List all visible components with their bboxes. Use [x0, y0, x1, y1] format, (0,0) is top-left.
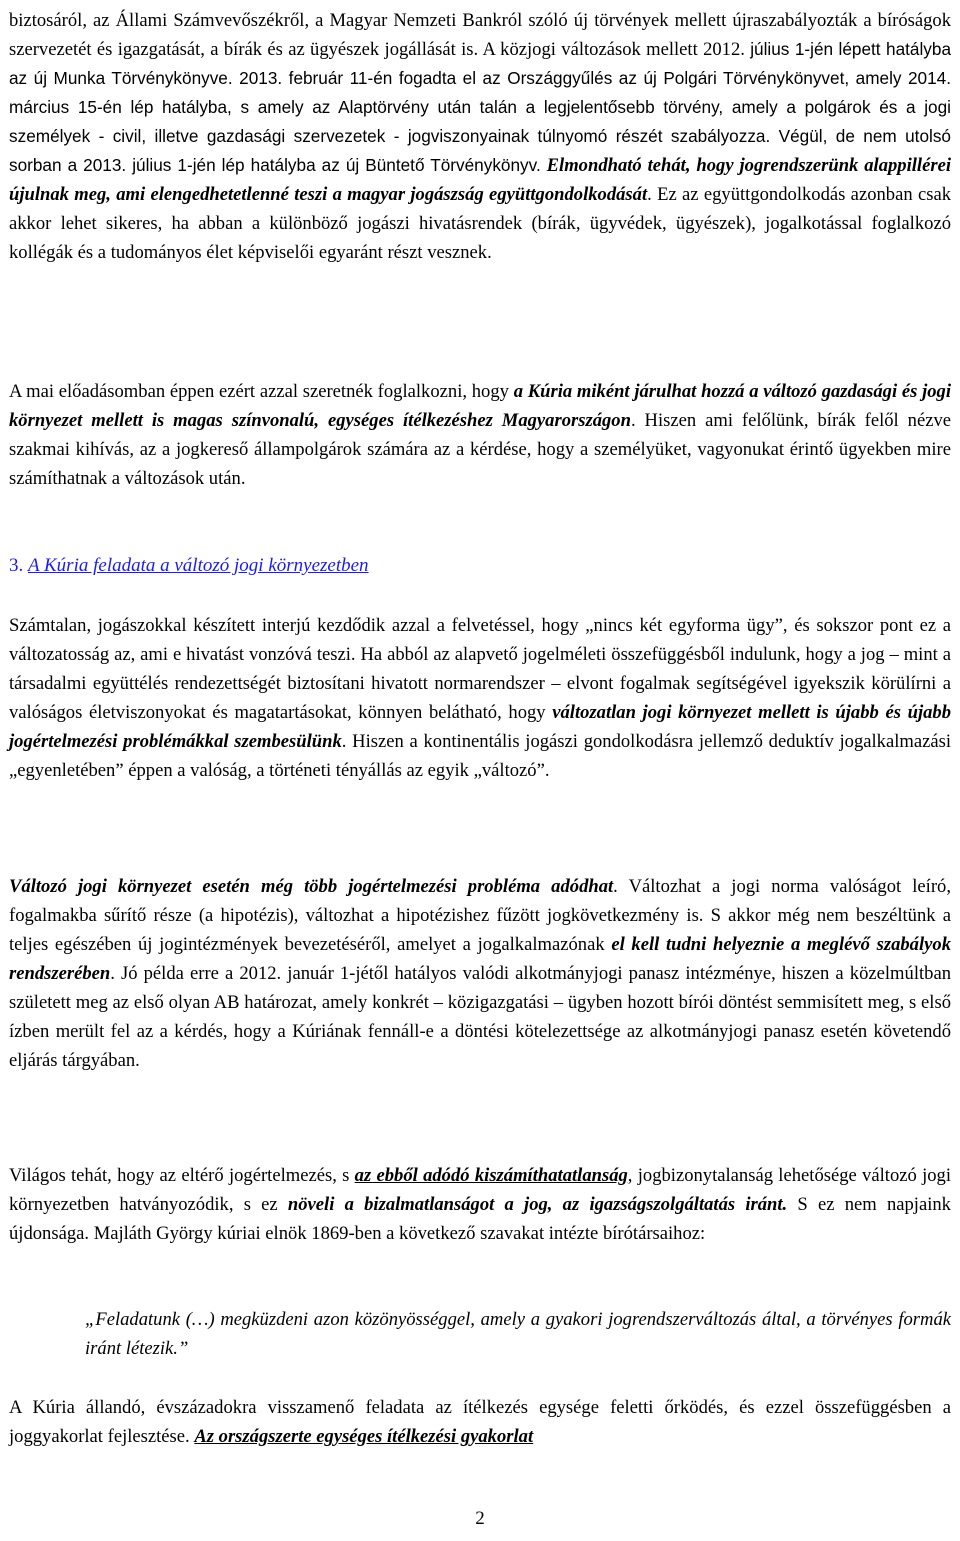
paragraph-text: . Hiszen a kontinentális jogászi gondolkodásra jellemző deduktív jogalkalmazási „egyenletében” éppen a valóság, a történeti tényállás az egyik „változó”.	[9, 731, 951, 781]
paragraph-changing-environment	[9, 872, 951, 1075]
emphasis-text: Az országszerte egységes ítélkezési gyakorlat	[194, 1426, 534, 1447]
paragraph-lecture-aim	[9, 377, 951, 493]
paragraph-text: július 1-jén lépett hatályba az új Munka Törvénykönyve. 2013. február 11-én fogadta el az Országgyűlés az új Polgári Törvénykönyvet, amely 2014. március 15-én lép hatályba, s amely az Alaptörvény után talán a legjelentősebb törvény, amely a polgárok és a jogi személyek - civil, illetve gazdasági szervezetek - jogviszonyainak túlnyomó részét szabályozza. Végül, de nem utolsó sorban a 2013. július 1-jén lép hatályba az új Büntető Törvénykönyv.	[9, 39, 951, 175]
paragraph-text: . Változhat a jogi norma valóságot leíró, fogalmakba sűrítő része (a hipotézis), változhat a hipotézishez fűzött jogkövetkezmény is. S akkor még nem beszéltünk a teljes egészében új jogintézmények bevezetéséről, amelyet a jogalkalmazónak	[9, 876, 951, 955]
emphasis-text: Változó jogi környezet esetén még több jogértelmezési probléma adódhat	[9, 876, 614, 897]
paragraph-text: . Hiszen ami felőlünk, bírák felől nézve szakmai kihívás, az a jogkereső állampolgárok számára az a kérdése, hogy a személyüket, vagyonukat érintő ügyekben mire számíthatnak a változások után.	[9, 410, 952, 489]
emphasis-text: Elmondható tehát, hogy jogrendszerünk alappillérei újulnak meg, ami elengedhetetlenné teszi a magyar jogászság együttgondolkodását	[9, 155, 951, 205]
paragraph-kuria-task	[9, 1393, 951, 1451]
emphasis-text: a Kúria miként járulhat hozzá a változó gazdasági és jogi környezet mellett is magas színvonalú, egységes ítélkezéshez Magyarországon	[9, 381, 951, 431]
emphasis-text: növeli a bizalmatlanságot a jog, az igazságszolgáltatás iránt.	[287, 1194, 788, 1215]
paragraph-text: biztosáról, az Állami Számvevőszékről, a Magyar Nemzeti Bankról szóló új törvények mellett újraszabályozták a bíróságok szervezetét és igazgatását, a bírák és az ügyészek jogállását is. A közjogi változások mellett 2012.	[9, 10, 951, 60]
page-number: 2	[475, 1508, 485, 1529]
paragraph-text: Világos tehát, hogy az eltérő jogértelmezés, s	[9, 1165, 355, 1186]
paragraph-uncertainty	[9, 1161, 951, 1248]
paragraph-text: Számtalan, jogászokkal készített interjú kezdődik azzal a felvetéssel, hogy „nincs két egyforma ügy”, és sokszor pont ez a változatosság az, ami e hivatást vonzóvá teszi. Ha abból az alapvető jogelméleti összefüggésből indulunk, hogy a jog – mint a társadalmi együttélés rendezettségét biztosítani hivatott normarendszer – elvont fogalmak segítségével igyekszik körülírni a valóságos életviszonyokat és magatartásokat, könnyen belátható, hogy	[9, 615, 951, 723]
section-heading	[9, 551, 369, 580]
paragraph-text: A Kúria állandó, évszázadokra visszamenő feladata az ítélkezés egysége feletti őrködés, és ezzel összefüggésben a joggyakorlat fejlesztése.	[9, 1397, 951, 1447]
paragraph-text: A mai előadásomban éppen ezért azzal szeretnék foglalkozni, hogy	[9, 381, 514, 402]
emphasis-text: el kell tudni helyeznie a meglévő szabályok rendszerében	[9, 934, 951, 984]
paragraph-text: , jogbizonytalanság lehetősége változó jogi környezetben hatványozódik, s ez	[9, 1165, 952, 1215]
paragraph-text: . Jó példa erre a 2012. január 1-jétől hatályos valódi alkotmányjogi panasz intézménye, hiszen a közelmúltban született meg az első olyan AB határozat, amely konkrét – közigazgatási – ügyben hozott bírói döntést semmisített meg, s első ízben merült fel az a kérdés, hogy a Kúriának fennáll-e a döntési kötelezettsége az alkotmányjogi panasz esetén követendő eljárás tárgyában.	[9, 963, 951, 1071]
paragraph-legislation-overview	[9, 6, 951, 267]
emphasis-text: változatlan jogi környezet mellett is újabb és újabb jogértelmezési problémákkal szembesülünk	[9, 702, 951, 752]
paragraph-text: S ez nem napjaink újdonsága. Majláth György kúriai elnök 1869-ben a következő szavakat intézte bírótársaihoz:	[9, 1194, 951, 1244]
emphasis-text: az ebből adódó kiszámíthatatlanság	[354, 1165, 628, 1186]
paragraph-interpretation	[9, 611, 951, 785]
block-quote: „Feladatunk (…) megküzdeni azon közönyösséggel, amely a gyakori jogrendszerváltozás által, a törvényes formák iránt létezik.”	[85, 1309, 951, 1359]
section-number: 3.	[9, 555, 28, 576]
paragraph-text: . Ez az együttgondolkodás azonban csak akkor lehet sikeres, ha abban a különböző jogászi hivatásrendek (bírák, ügyvédek, ügyészek), jogalkotással foglalkozó kollégák és a tudományos élet képviselői egyaránt részt vesznek.	[9, 184, 951, 263]
section-title: A Kúria feladata a változó jogi környezetben	[28, 555, 369, 576]
